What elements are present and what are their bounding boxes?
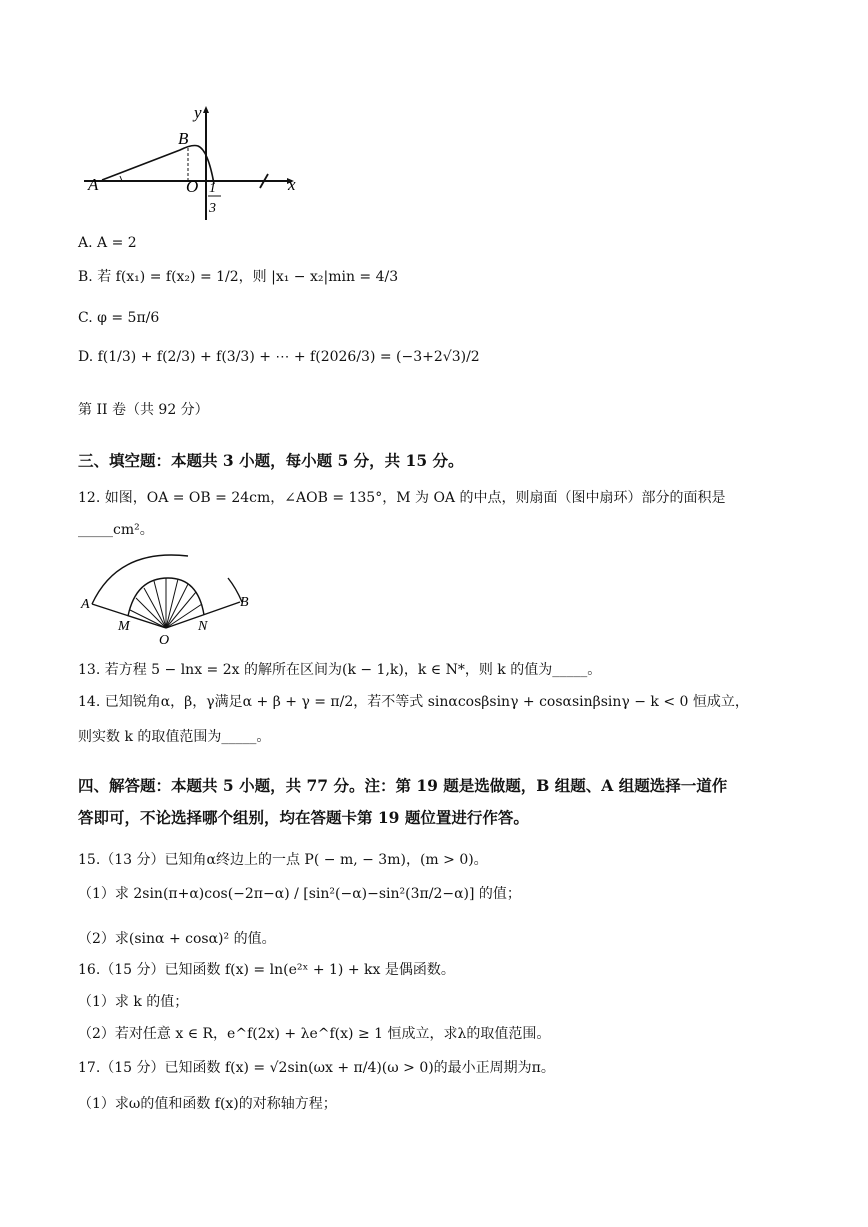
- question-12-line-1: 12. 如图，OA = OB = 24cm，∠AOB = 135°，M 为 OA 的中点，则扇面（图中扇环）部分的面积是: [78, 490, 726, 506]
- label-m: M: [118, 619, 130, 634]
- question-15-stem: 15.（13 分）已知角α终边上的一点 P( − m, − 3m)，(m > 0)。: [78, 852, 488, 868]
- section-3-heading: 三、填空题：本题共 3 小题，每小题 5 分，共 15 分。: [78, 451, 464, 470]
- question-12-line-2: _____cm²。: [78, 522, 154, 538]
- fan-figure: [78, 548, 258, 648]
- label-o: O: [159, 633, 170, 648]
- label-x: x: [288, 175, 296, 194]
- label-one: 1: [209, 181, 216, 196]
- section-4-heading-line-1: 四、解答题：本题共 5 小题，共 77 分。注：第 19 题是选做题，B 组题、A 组题选择一道作: [78, 776, 728, 795]
- section-4-heading-line-2: 答即可，不论选择哪个组别，均在答题卡第 19 题位置进行作答。: [78, 808, 529, 827]
- question-16-part-1: （1）求 k 的值；: [78, 994, 189, 1010]
- label-a: A: [81, 597, 90, 612]
- option-c: C. φ = 5π/6: [78, 310, 160, 326]
- question-14-line-1: 14. 已知锐角α，β，γ满足α + β + γ = π/2，若不等式 sinαcosβsinγ + cosαsinβsinγ − k < 0 恒成立，: [78, 694, 749, 710]
- label-b: B: [240, 595, 249, 610]
- question-14-line-2: 则实数 k 的取值范围为_____。: [78, 729, 271, 745]
- question-13: 13. 若方程 5 − lnx = 2x 的解所在区间为(k − 1,k)，k ∈ N*，则 k 的值为_____。: [78, 662, 602, 678]
- question-16-stem: 16.（15 分）已知函数 f(x) = ln(e²ˣ + 1) + kx 是偶函数。: [78, 962, 455, 978]
- label-n: N: [198, 619, 208, 634]
- option-a: A. A = 2: [78, 235, 137, 251]
- question-16-part-2: （2）若对任意 x ∈ R，e^f(2x) + λe^f(x) ≥ 1 恒成立，求λ的取值范围。: [78, 1026, 551, 1042]
- option-d: D. f(1/3) + f(2/3) + f(3/3) + ⋯ + f(2026/3) = (−3+2√3)/2: [78, 349, 480, 365]
- volume-heading: 第 II 卷（共 92 分）: [78, 402, 209, 418]
- question-17-part-1: （1）求ω的值和函数 f(x)的对称轴方程；: [78, 1096, 337, 1112]
- function-graph-figure: [80, 98, 310, 222]
- question-15-part-1: （1）求 2sin(π+α)cos(−2π−α) / [sin²(−α)−sin²(3π/2−α)] 的值；: [78, 886, 521, 902]
- question-15-part-2: （2）求(sinα + cosα)² 的值。: [78, 931, 276, 947]
- option-b: B. 若 f(x₁) = f(x₂) = 1/2，则 |x₁ − x₂|min = 4/3: [78, 269, 399, 285]
- label-o: O: [186, 177, 199, 196]
- y-axis-arrow: [203, 106, 209, 113]
- question-17-stem: 17.（15 分）已知函数 f(x) = √2sin(ωx + π/4)(ω > 0)的最小正周期为π。: [78, 1060, 555, 1076]
- label-a: A: [88, 175, 99, 194]
- label-y: y: [194, 103, 202, 122]
- label-three: 3: [209, 201, 216, 216]
- label-b: B: [178, 129, 189, 148]
